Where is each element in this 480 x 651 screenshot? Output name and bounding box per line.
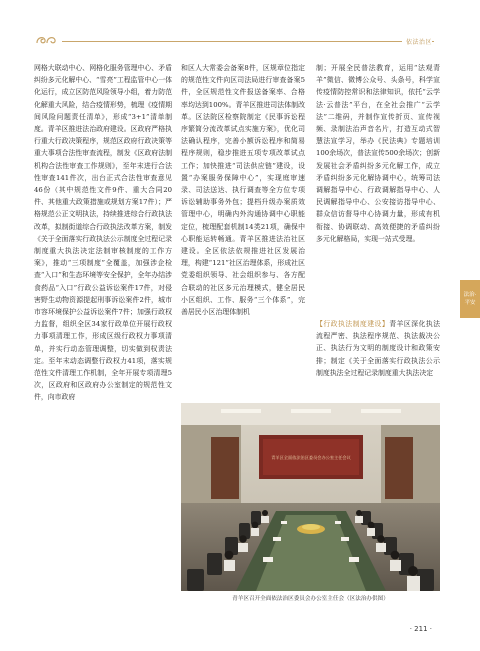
section-title: 依法治区	[402, 37, 432, 46]
column-3-text: 制；开展全民普法教育，运用“法观青羊”微信、微博公众号、头条号，科学宣传疫情防控常识和法律知识，依托“云学法·云普法”平台，在全社会推广“云学法”二维码，并制作宣传折页、宣传视频、录制法治声音名片，打造互动式智慧法宣学习，举办《民法典》专题培训100余场次，普法宣传500余场次；创新发展社会矛盾纠纷多元化解工作，成立矛盾纠纷多元化解协调中心，统筹司法调解指导中心、行政调解指导中心、人民调解指导中心、公安接访指导中心、群众信访督导中心协调力量，形成有机衔接、协调联动、高效便捷的矛盾纠纷多元化解格局，实现一站式受理。	[316, 64, 440, 243]
side-tab-line-2: 平安	[464, 300, 476, 306]
side-tab-line-1: 法治·	[463, 292, 477, 298]
text-column-3	[316, 62, 440, 245]
section-law-enforcement	[316, 318, 440, 379]
section-text: 青羊区深化执法流程严密、执法程序规范、执法裁决公正、执法行为文明的制度设计和政策安排；制定《关于全面落实行政执法公示制度执法全过程记录制度重大执法决定	[316, 320, 441, 377]
meeting-room-illustration	[181, 403, 440, 591]
column-2-text: 和区人大常委会备案8件，区规章位指定的规范性文件向区司法局进行审查备案5件，全区规范性文件报送备案率、合格率均达到100%。青羊区推进司法体制改革。区法院区检察院制定《民事诉讼程序繁简分流改革试点实施方案》，优化司法确认程序，完善小额诉讼程序和简易程序规则，稳步推进五项专项改革试点工作；加快推进“司法供应链”建设，设置“办案服务保障中心”，实现庭审速录、司法送达、执行调查等全方位专项诉讼辅助事务外包；提档升级办案质效管理中心，明确内外沟通协调中心职能定位，梳理配套机制14类21项，确保中心职能运转畅通。青羊区推进法治社区建设。全区依法依规推进社区发展治理，构建“121”社区治理体系，形成社区党委组织领导、社会组织参与、各方配合联动的社区多元治理模式，健全居民小区组织、工作、服务“三个体系”，完善居民小区治理体制机	[181, 64, 305, 317]
swirl-logo-icon	[34, 34, 60, 46]
text-column-1	[34, 62, 172, 404]
meeting-photo	[181, 403, 440, 591]
chapter-side-tab	[460, 280, 480, 318]
photo-caption: 青羊区召开全面依法治区委员会办公室主任会（区法治办供图）	[232, 596, 389, 602]
section-heading: 【行政执法制度建设】	[316, 320, 390, 328]
section-paragraph	[316, 318, 440, 379]
screen-banner: 青羊区全面依法治区委员会办公室主任会议	[271, 455, 351, 460]
page-number: · 211 ·	[409, 625, 432, 633]
column-1-text: 网格大联动中心、网格化服务管理中心、矛盾纠纷多元化解中心、“雪亮”工程监管中心一体化运行，成立区防范风险领导小组，着力防范化解重大风险，结合疫情形势，梳理《疫情期间风险问题责任清单》，形成“3+1”清单制度。青羊区推进法治政府建设。区政府严格执行重大行政决策程序，规范区政府行政决策等重大事项合法性审查流程，制发《区政府法制机构合法性审查工作规则》，至年末进行合法性审查141件次，出台正式合法性审查意见46份（其中规范性文件9件、重大合同20件、其他重大政策措施或规划方案17件）；严格规范公正文明执法，持续推进综合行政执法改革，拟制街道综合行政执法改革方案，制发《关于全面落实行政执法公示制度全过程记录制度重大执法决定法制审核制度的工作方案》，推动“三项制度”全覆盖，加强涉企检查“入口”和生态环境等安全保护，全年办结涉食药品“入口”行政公益诉讼案件17件，对侵害野生动物资源提起刑事诉讼案件2件，城市市容环境保护公益诉讼案件7件；加强行政权力监督，组织全区34家行政单位开展行政权力事项清理工作，形成区级行政权力事项清单，并实行动态管理调整，切实做到权责法定。至年末动态调整行政权力41项，落实规范性文件清理工作机制，全年开展专项清理5次，区政府和区政府办公室制定的规范性文件，向市政府	[34, 64, 172, 402]
header-rule	[62, 41, 434, 42]
text-column-2	[181, 62, 305, 318]
